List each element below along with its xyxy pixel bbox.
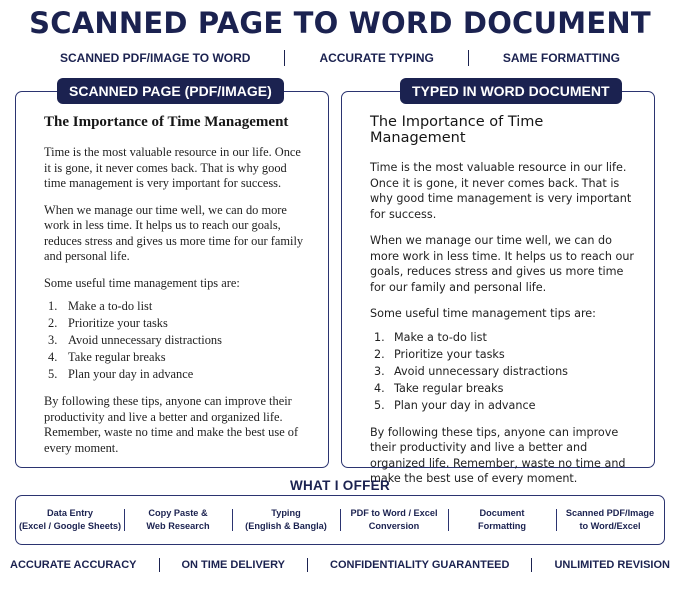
- feature-scanned-to-word: SCANNED PDF/IMAGE TO WORD: [59, 51, 251, 65]
- list-item: 5. Plan your day in advance: [374, 398, 536, 412]
- guarantee-divider: [159, 558, 160, 572]
- scanned-page-label: SCANNED PAGE (PDF/IMAGE): [57, 78, 284, 104]
- services-box: [15, 495, 665, 545]
- typed-document: [370, 114, 636, 498]
- tips-list: [48, 298, 310, 383]
- list-item: 4. Take regular breaks: [48, 350, 166, 364]
- guarantee-strip: [0, 557, 680, 573]
- feature-accurate-typing: ACCURATE TYPING: [319, 51, 434, 65]
- list-item: 3. Avoid unnecessary distractions: [374, 364, 568, 378]
- feature-divider: [284, 50, 285, 66]
- service-copy-paste: Copy Paste & Web Research: [124, 507, 232, 533]
- list-intro: Some useful time management tips are:: [370, 307, 596, 320]
- paragraph-2: When we manage our time well, we can do more work in less time. It helps us to reach our goals, reduces stress and gives us more time for our family and personal life.: [44, 202, 304, 263]
- paragraph-2: When we manage our time well, we can do more work in less time. It helps us to reach our goals, reduces stress and gives us more time for our family and personal life.: [370, 234, 635, 294]
- typed-document-label: TYPED IN WORD DOCUMENT: [400, 78, 622, 104]
- feature-strip: [0, 49, 680, 67]
- document-heading: The Importance of Time Management: [370, 114, 544, 146]
- tips-list: [374, 329, 636, 414]
- service-document-formatting: Document Formatting: [448, 507, 556, 533]
- closing-paragraph: By following these tips, anyone can improve their productivity and live a better and organized life. Remember, waste no time and make the best use of every moment.: [44, 394, 299, 455]
- list-item: 5. Plan your day in advance: [48, 367, 194, 381]
- scanned-page-panel: [15, 83, 329, 468]
- guarantee-divider: [531, 558, 532, 572]
- offer-title: WHAT I OFFER: [289, 478, 391, 493]
- list-item: 2. Prioritize your tasks: [48, 316, 168, 330]
- page-title: SCANNED PAGE TO WORD DOCUMENT: [29, 6, 651, 40]
- guarantee-revision: UNLIMITED REVISION: [554, 559, 670, 571]
- guarantee-accuracy: ACCURATE ACCURACY: [10, 559, 137, 571]
- service-pdf-conversion: PDF to Word / Excel Conversion: [340, 507, 448, 533]
- list-item: 1. Make a to-do list: [374, 330, 487, 344]
- guarantee-divider: [307, 558, 308, 572]
- guarantee-confidentiality: CONFIDENTIALITY GUARANTEED: [330, 559, 510, 571]
- list-item: 3. Avoid unnecessary distractions: [48, 333, 222, 347]
- list-item: 2. Prioritize your tasks: [374, 347, 505, 361]
- typed-document-panel: [341, 83, 655, 485]
- feature-same-formatting: SAME FORMATTING: [502, 51, 620, 65]
- service-scanned-to-word: Scanned PDF/Image to Word/Excel: [556, 507, 664, 533]
- list-item: 4. Take regular breaks: [374, 381, 504, 395]
- list-intro: Some useful time management tips are:: [44, 275, 240, 290]
- paragraph-1: Time is the most valuable resource in our life. Once it is gone, it never comes back. That is why good time management is very important for success.: [370, 161, 632, 221]
- feature-divider: [468, 50, 469, 66]
- service-typing: Typing (English & Bangla): [232, 507, 340, 533]
- scanned-document: [44, 114, 310, 467]
- guarantee-on-time: ON TIME DELIVERY: [181, 559, 285, 571]
- paragraph-1: Time is the most valuable resource in our life. Once it is gone, it never comes back. That is why good time management is very important for success.: [44, 145, 301, 190]
- document-heading: The Importance of Time Management: [44, 114, 289, 130]
- closing-paragraph: By following these tips, anyone can improve their productivity and live a better and organized life. Remember, waste no time and make the best use of every moment.: [370, 425, 626, 485]
- service-data-entry: Data Entry (Excel / Google Sheets): [18, 508, 122, 531]
- list-item: 1. Make a to-do list: [48, 299, 153, 313]
